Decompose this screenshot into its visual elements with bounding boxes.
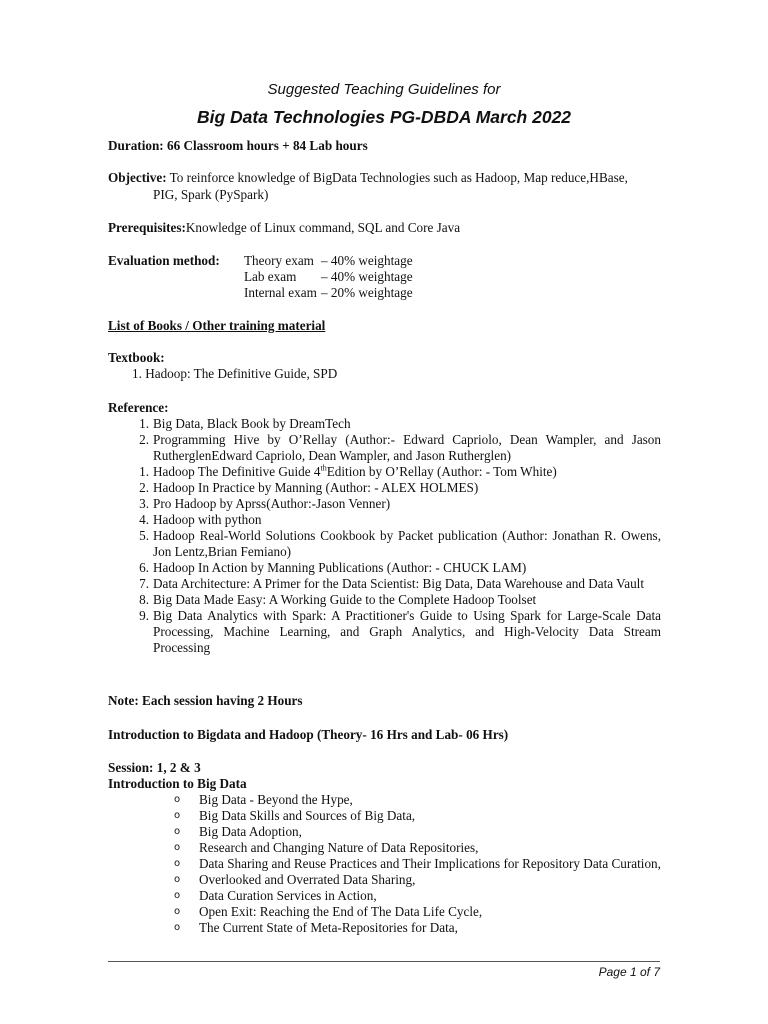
list-item-text: Big Data Made Easy: A Working Guide to the Complete Hadoop Toolset <box>153 592 537 607</box>
list-item <box>139 512 661 528</box>
list-item <box>174 888 669 904</box>
list-item-text: Data Curation Services in Action, <box>199 888 377 903</box>
list-item-number: 1. <box>139 416 149 431</box>
objective-label: Objective: <box>108 170 167 185</box>
evaluation-weight: – 40% weightage <box>321 269 413 284</box>
bullet-marker: o <box>174 906 181 917</box>
list-item-number: 8. <box>139 592 149 607</box>
list-item <box>139 432 661 464</box>
evaluation-weight: – 20% weightage <box>321 285 413 300</box>
list-item-text: Data Sharing and Reuse Practices and Their Implications for Repository Data Curation, <box>199 856 661 871</box>
list-item <box>139 608 661 656</box>
evaluation-row <box>244 253 314 269</box>
list-item-text: Big Data Adoption, <box>199 824 302 839</box>
evaluation-label: Evaluation method: <box>108 253 220 268</box>
list-item <box>139 496 661 512</box>
list-item-text: Overlooked and Overrated Data Sharing, <box>199 872 416 887</box>
list-item <box>139 528 661 560</box>
list-item-text: Hadoop In Practice by Manning (Author: - ALEX HOLMES) <box>153 480 479 495</box>
session-note: Note: Each session having 2 Hours <box>108 693 303 708</box>
list-item <box>174 808 669 824</box>
list-item-number: 5. <box>139 528 149 543</box>
list-item-number: 9. <box>139 608 149 623</box>
list-item-number: 6. <box>139 560 149 575</box>
list-item-text: Big Data, Black Book by DreamTech <box>153 416 351 431</box>
superscript: th <box>320 463 327 473</box>
objective-text-line1: To reinforce knowledge of BigData Technologies such as Hadoop, Map reduce,HBase, <box>166 170 628 185</box>
list-item <box>174 840 669 856</box>
list-item-number: 1. <box>139 464 149 479</box>
books-heading: List of Books / Other training material <box>108 318 326 333</box>
bullet-marker: o <box>174 826 181 837</box>
bullet-marker: o <box>174 858 181 869</box>
list-item <box>139 560 661 576</box>
prerequisites-label: Prerequisites: <box>108 220 186 235</box>
list-item <box>174 824 669 840</box>
prerequisites-text: Knowledge of Linux command, SQL and Core Java <box>185 220 461 235</box>
bullet-marker: o <box>174 810 181 821</box>
list-item <box>174 792 669 808</box>
list-item-text: Edition by O’Rellay (Author: - Tom White) <box>326 464 557 479</box>
list-item <box>174 904 669 920</box>
document-title: Big Data Technologies PG-DBDA March 2022 <box>196 107 572 127</box>
list-item-text: Big Data - Beyond the Hype, <box>199 792 353 807</box>
list-item-text: Hadoop In Action by Manning Publications (Author: - CHUCK LAM) <box>153 560 527 575</box>
list-item-number: 3. <box>139 496 149 511</box>
session-label: Session: 1, 2 & 3 <box>108 760 201 775</box>
module-heading: Introduction to Bigdata and Hadoop (Theory- 16 Hrs and Lab- 06 Hrs) <box>108 727 509 742</box>
list-item-text: Big Data Analytics with Spark: A Practitioner's Guide to Using Spark for Large-Scale Data Processing, Machine Learning, and Graph Analytics, and High-Velocity Data Stream Processing <box>153 608 661 655</box>
objective-block <box>108 170 628 186</box>
list-item <box>139 592 661 608</box>
topic-list <box>174 792 669 936</box>
list-item-text: Research and Changing Nature of Data Repositories, <box>199 840 479 855</box>
list-item <box>174 856 669 872</box>
session-topic: Introduction to Big Data <box>108 776 247 791</box>
list-item-text: Big Data Skills and Sources of Big Data, <box>199 808 416 823</box>
textbook-label: Textbook: <box>108 350 165 365</box>
list-item-text: Programming Hive by O’Rellay (Author:- Edward Capriolo, Dean Wampler, and Jason RutherglenEdward Capriolo, Dean Wampler, and Jason Rutherglen) <box>153 432 661 463</box>
duration-line: Duration: 66 Classroom hours + 84 Lab hours <box>108 138 368 153</box>
evaluation-name: Internal exam <box>244 285 317 300</box>
list-item-number: 2. <box>139 432 149 447</box>
list-item <box>139 416 661 432</box>
list-item-text: The Current State of Meta-Repositories for Data, <box>199 920 458 935</box>
list-item-text: Hadoop Real-World Solutions Cookbook by Packet publication (Author: Jonathan R. Owens, Jon Lentz,Brian Femiano) <box>153 528 661 559</box>
list-item-text: Open Exit: Reaching the End of The Data Life Cycle, <box>199 904 483 919</box>
list-item-number: 2. <box>139 480 149 495</box>
textbook-item: 1. Hadoop: The Definitive Guide, SPD <box>132 366 338 381</box>
evaluation-weight: – 40% weightage <box>321 253 413 268</box>
reference-list <box>139 416 661 656</box>
list-item-number: 7. <box>139 576 149 591</box>
footer-divider <box>108 961 660 962</box>
list-item-text: Hadoop with python <box>153 512 262 527</box>
bullet-marker: o <box>174 842 181 853</box>
bullet-marker: o <box>174 794 181 805</box>
list-item-text: Hadoop The Definitive Guide 4 <box>153 464 321 479</box>
list-item-text: Data Architecture: A Primer for the Data Scientist: Big Data, Data Warehouse and Data Vault <box>153 576 644 591</box>
list-item <box>174 920 669 936</box>
list-item <box>174 872 669 888</box>
prerequisites-block <box>108 220 460 236</box>
objective-text-line2: PIG, Spark (PySpark) <box>153 187 269 202</box>
list-item <box>139 576 661 592</box>
bullet-marker: o <box>174 922 181 933</box>
list-item-number: 4. <box>139 512 149 527</box>
page-number: Page 1 of 7 <box>598 965 660 979</box>
list-item-text: Pro Hadoop by Aprss(Author:-Jason Venner) <box>153 496 391 511</box>
evaluation-name: Lab exam <box>244 269 297 284</box>
reference-label: Reference: <box>108 400 169 415</box>
list-item <box>139 463 661 480</box>
evaluation-name: Theory exam <box>244 253 314 268</box>
bullet-marker: o <box>174 874 181 885</box>
list-item <box>139 480 661 496</box>
bullet-marker: o <box>174 890 181 901</box>
document-subtitle: Suggested Teaching Guidelines for <box>267 81 501 98</box>
